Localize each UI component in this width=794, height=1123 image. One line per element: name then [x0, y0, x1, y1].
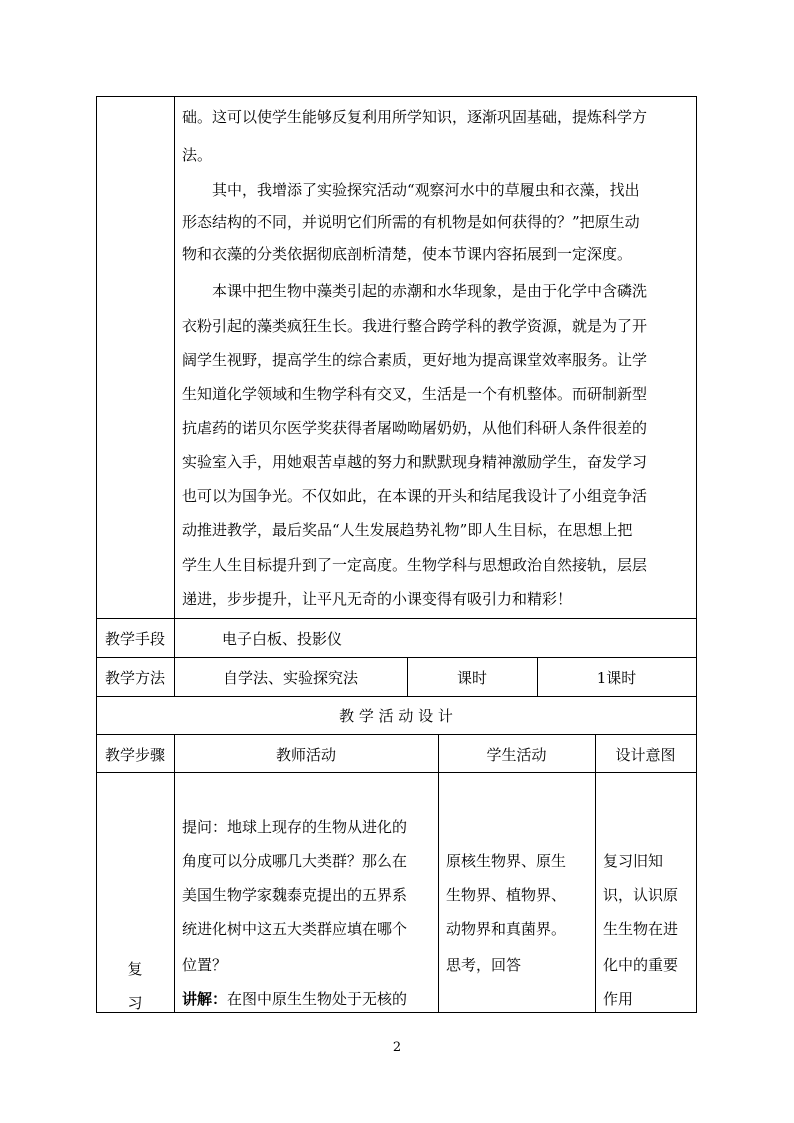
explain-label: 讲解：	[182, 990, 228, 1008]
row-divider	[96, 734, 697, 735]
teacher-line: 位置？	[182, 956, 228, 974]
method-label: 教学方法	[104, 669, 165, 687]
column-divider	[174, 96, 175, 696]
intro-line: 其中，我增添了实验探究活动“观察河水中的草履虫和衣藻，找出	[182, 181, 640, 199]
intro-line: 学生人生目标提升到了一定高度。生物学科与思想政治自然接轨，层层	[182, 556, 648, 574]
intent-line: 识，认识原	[603, 886, 679, 904]
table-top-border	[96, 96, 697, 97]
intro-line: 抗虐药的诺贝尔医学奖获得者屠呦呦屠奶奶，从他们科研人条件很差的	[182, 419, 648, 437]
student-line: 思考，回答	[446, 956, 522, 974]
intent-line: 复习旧知	[603, 852, 664, 870]
intro-line: 形态结构的不同，并说明它们所需的有机物是如何获得的？”把原生动	[182, 213, 640, 231]
intro-line: 本课中把生物中藻类引起的赤潮和水华现象，是由于化学中含磷洗	[182, 282, 648, 300]
column-divider	[174, 734, 175, 1013]
step-review: 复	[127, 960, 143, 978]
teacher-line: 角度可以分成哪几大类群？那么在	[182, 852, 408, 870]
student-line: 动物界和真菌界。	[446, 920, 567, 938]
method-value: 自学法、实验探究法	[222, 669, 358, 687]
intro-line: 衣粉引起的藻类疯狂生长。我进行整合跨学科的教学资源，就是为了开	[182, 317, 648, 335]
intro-line: 物和衣藻的分类依据彻底剖析清楚，使本节课内容拓展到一定深度。	[182, 245, 633, 263]
hours-value: 1课时	[596, 669, 637, 687]
student-line: 原核生物界、原生	[446, 852, 567, 870]
intro-line: 法。	[182, 146, 213, 164]
header-student: 学生活动	[486, 746, 547, 764]
row-divider	[96, 657, 697, 658]
column-divider	[438, 734, 439, 1013]
hours-label: 课时	[456, 669, 487, 687]
row-divider	[96, 772, 697, 773]
explain-text: 在图中原生生物处于无核的	[227, 990, 408, 1008]
table-left-border	[96, 96, 97, 1013]
step-review: 习	[127, 994, 143, 1012]
page-number: 2	[392, 1040, 402, 1055]
intro-line: 动推进教学，最后奖品“人生发展趋势礼物”即人生目标，在思想上把	[182, 521, 633, 539]
row-divider	[96, 696, 697, 697]
teacher-line: 统进化树中这五大类群应填在哪个	[182, 920, 408, 938]
column-divider	[595, 734, 596, 1013]
intro-line: 阔学生视野，提高学生的综合素质，更好地为提高课堂效率服务。让学	[182, 351, 648, 369]
intent-line: 化中的重要	[603, 956, 679, 974]
means-label: 教学手段	[104, 630, 165, 648]
header-intent: 设计意图	[615, 746, 676, 764]
header-step: 教学步骤	[104, 746, 165, 764]
intro-line: 实验室入手，用她艰苦卓越的努力和默默现身精神激励学生，奋发学习	[182, 453, 648, 471]
student-line: 生物界、植物界、	[446, 886, 567, 904]
intro-line: 也可以为国争光。不仅如此，在本课的开头和结尾我设计了小组竞争活	[182, 487, 648, 505]
intro-line: 础。这可以使学生能够反复利用所学知识，逐渐巩固基础，提炼科学方	[182, 108, 648, 126]
design-title: 教 学 活 动 设 计	[339, 707, 453, 725]
intro-line: 递进，步步提升，让平凡无奇的小课变得有吸引力和精彩！	[182, 590, 573, 608]
header-teacher: 教师活动	[275, 746, 336, 764]
intent-line: 生生物在进	[603, 920, 679, 938]
intent-line: 作用	[603, 990, 634, 1008]
means-value: 电子白板、投影仪	[222, 630, 343, 648]
teacher-explain-line	[182, 984, 407, 1014]
table-right-border	[696, 96, 697, 1013]
teacher-line: 提问：地球上现存的生物从进化的	[182, 818, 408, 836]
row-divider	[96, 618, 697, 619]
teacher-line: 美国生物学家魏泰克提出的五界系	[182, 886, 408, 904]
intro-line: 生知道化学领域和生物学科有交叉，生活是一个有机整体。而研制新型	[182, 385, 648, 403]
